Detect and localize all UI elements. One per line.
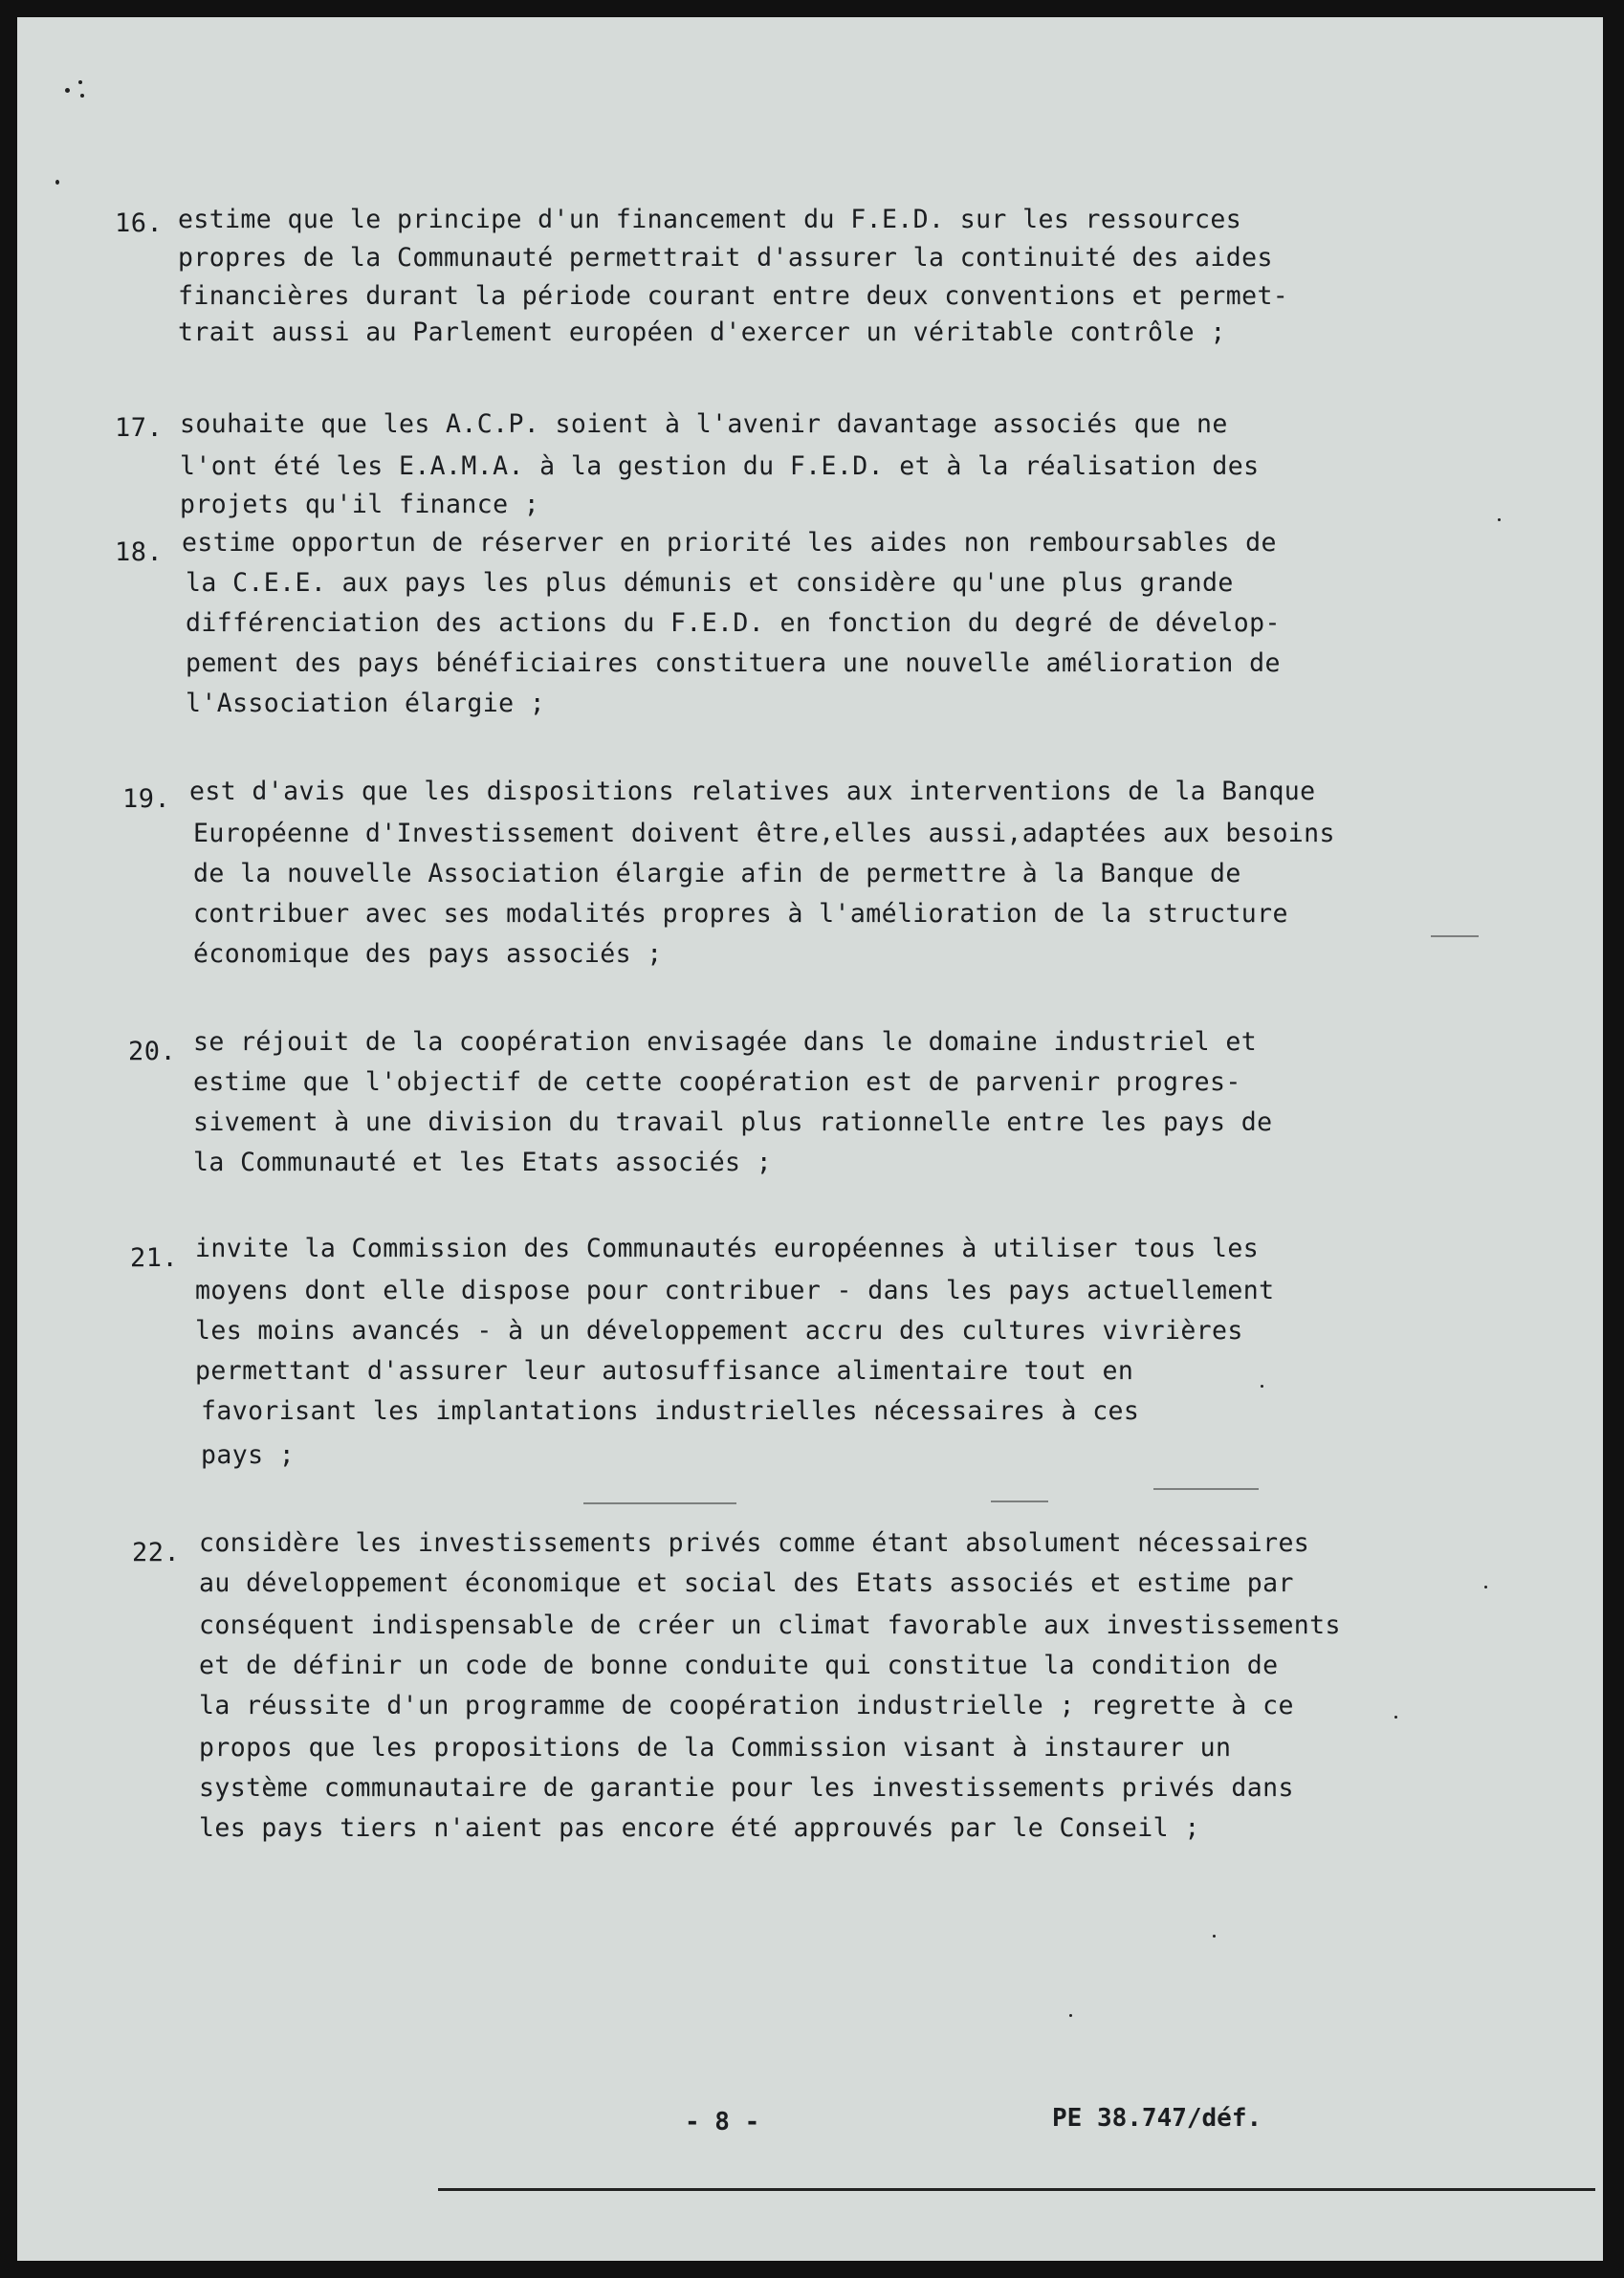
footer-rule (438, 2188, 1595, 2191)
paragraph-line: contribuer avec ses modalités propres à l'amélioration de la structure (193, 899, 1288, 929)
page-number: - 8 - (685, 2108, 760, 2136)
scan-speck (65, 88, 70, 93)
document-reference: PE 38.747/déf. (1052, 2104, 1262, 2133)
scan-speck (1213, 1935, 1216, 1938)
paragraph-number: 22. (132, 1538, 181, 1567)
scan-speck (1394, 1716, 1397, 1719)
paragraph-line: la Communauté et les Etats associés ; (193, 1148, 773, 1177)
paragraph-line: moyens dont elle dispose pour contribuer - dans les pays actuellement (195, 1276, 1275, 1305)
paragraph-line: l'ont été les E.A.M.A. à la gestion du F.E.D. et à la réalisation des (180, 451, 1260, 481)
paragraph-line: de la nouvelle Association élargie afin de permettre à la Banque de (193, 859, 1241, 888)
paragraph-line: système communautaire de garantie pour les investissements privés dans (199, 1773, 1294, 1803)
scan-speck (1261, 1385, 1263, 1388)
paragraph-line: l'Association élargie ; (186, 689, 546, 718)
paragraph-line: financières durant la période courant entre deux conventions et permet- (178, 281, 1289, 311)
paragraph-line: se réjouit de la coopération envisagée dans le domaine industriel et (193, 1027, 1258, 1057)
scan-speck (1484, 1586, 1487, 1588)
paragraph-line: différenciation des actions du F.E.D. en fonction du degré de dévelop- (186, 608, 1281, 638)
scan-speck (1069, 2014, 1072, 2017)
paragraph-number: 20. (128, 1037, 177, 1066)
paragraph-line: Européenne d'Investissement doivent être,elles aussi,adaptées aux besoins (193, 819, 1335, 848)
paragraph-line: favorisant les implantations industrielles nécessaires à ces (201, 1396, 1140, 1426)
paragraph-line: la réussite d'un programme de coopération industrielle ; regrette à ce (199, 1691, 1294, 1720)
scan-speck (80, 94, 84, 98)
paragraph-line: permettant d'assurer leur autosuffisance alimentaire tout en (195, 1356, 1134, 1386)
scan-dash (1153, 1488, 1259, 1490)
paragraph-number: 19. (122, 784, 171, 814)
paragraph-line: les moins avancés - à un développement accru des cultures vivrières (195, 1316, 1243, 1346)
paragraph-line: estime que le principe d'un financement du F.E.D. sur les ressources (178, 205, 1242, 234)
scan-speck (55, 180, 59, 185)
paragraph-line: invite la Commission des Communautés européennes à utiliser tous les (195, 1234, 1260, 1263)
paragraph-line: au développement économique et social des Etats associés et estime par (199, 1568, 1294, 1598)
scan-dash (1431, 935, 1479, 937)
paragraph-number: 18. (115, 537, 164, 567)
paragraph-line: considère les investissements privés comme étant absolument nécessaires (199, 1528, 1310, 1558)
paragraph-line: estime opportun de réserver en priorité les aides non remboursables de (182, 528, 1277, 558)
document-page (17, 17, 1603, 2261)
paragraph-number: 16. (115, 208, 164, 238)
paragraph-number: 21. (130, 1243, 179, 1273)
paragraph-line: sivement à une division du travail plus rationnelle entre les pays de (193, 1107, 1273, 1137)
paragraph-number: 17. (115, 413, 164, 443)
scan-dash (991, 1500, 1048, 1502)
paragraph-line: pays ; (201, 1440, 296, 1470)
scan-dash (583, 1502, 736, 1504)
paragraph-line: et de définir un code de bonne conduite qui constitue la condition de (199, 1651, 1279, 1680)
paragraph-line: les pays tiers n'aient pas encore été approuvés par le Conseil ; (199, 1813, 1200, 1843)
paragraph-line: estime que l'objectif de cette coopération est de parvenir progres- (193, 1067, 1241, 1097)
paragraph-line: propos que les propositions de la Commission visant à instaurer un (199, 1733, 1232, 1763)
paragraph-line: projets qu'il finance ; (180, 490, 540, 519)
paragraph-line: la C.E.E. aux pays les plus démunis et considère qu'une plus grande (186, 568, 1234, 598)
paragraph-line: pement des pays bénéficiaires constituera une nouvelle amélioration de (186, 648, 1281, 678)
paragraph-line: économique des pays associés ; (193, 939, 663, 969)
paragraph-line: souhaite que les A.C.P. soient à l'avenir davantage associés que ne (180, 409, 1228, 439)
paragraph-line: conséquent indispensable de créer un climat favorable aux investissements (199, 1610, 1341, 1640)
scan-speck (78, 80, 82, 84)
scan-speck (1498, 518, 1501, 521)
paragraph-line: propres de la Communauté permettrait d'assurer la continuité des aides (178, 243, 1273, 273)
paragraph-line: trait aussi au Parlement européen d'exercer un véritable contrôle ; (178, 318, 1226, 347)
paragraph-line: est d'avis que les dispositions relatives aux interventions de la Banque (189, 777, 1316, 806)
